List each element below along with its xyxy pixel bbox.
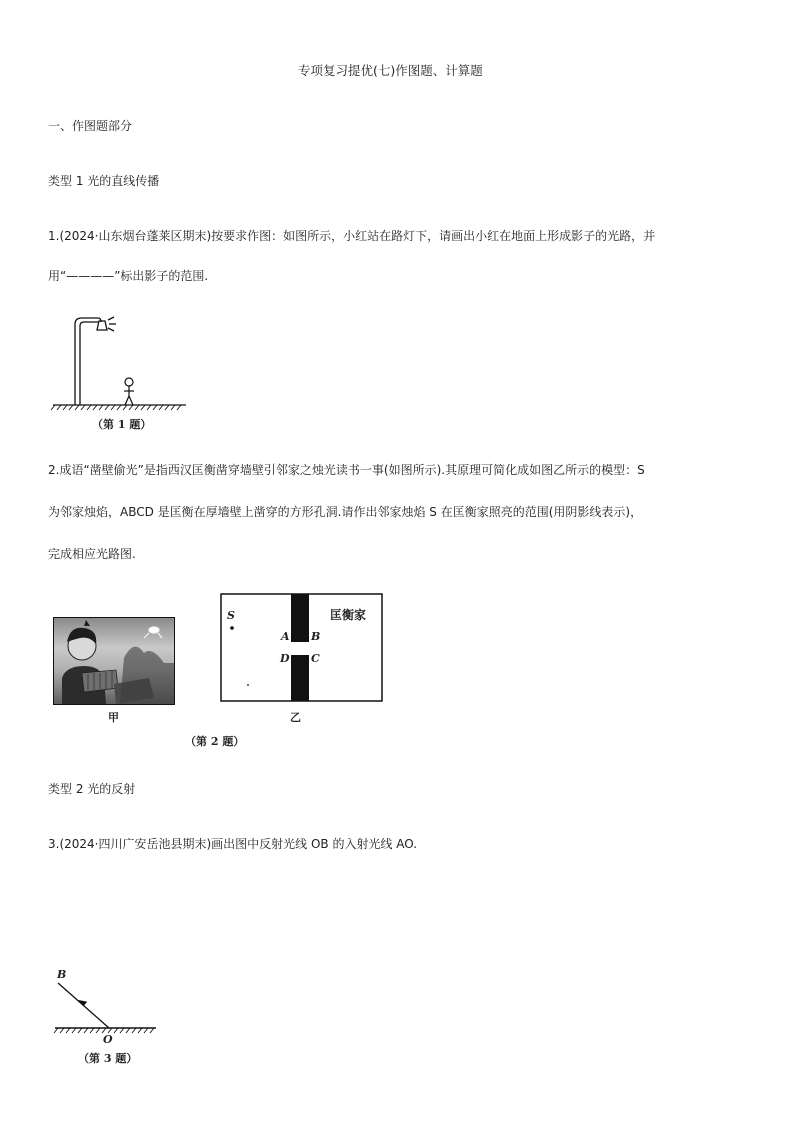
q1-text-line2: 用“————”标出影子的范围.	[48, 269, 209, 283]
q3-figure	[50, 970, 170, 1040]
q2-caption: （第 2 题）	[185, 735, 245, 748]
label-b: B	[311, 630, 321, 643]
q2-text-line2: 为邻家烛焰，ABCD 是匡衡在厚墙壁上凿穿的方形孔洞.请作出邻家烛焰 S 在匡衡家照亮的范围(用阴影线表示)，	[48, 505, 643, 519]
q1-text-line1: 1.(2024·山东烟台蓬莱区期末)按要求作图：如图所示，小红站在路灯下，请画出小红在地面上形成影子的光路，并	[48, 229, 656, 243]
hole-light-icon	[144, 627, 162, 638]
q1-figure	[48, 312, 188, 412]
label-d: D	[280, 652, 290, 665]
wall-lower	[291, 655, 309, 701]
figure-jia-illustration	[53, 617, 175, 705]
type-heading-2: 类型 2 光的反射	[48, 782, 136, 796]
figure-yi-label: 乙	[290, 711, 301, 724]
q2-text-line3: 完成相应光路图.	[48, 547, 136, 561]
q1-caption: （第 1 题）	[92, 418, 152, 431]
label-kuangheng-home: 匡衡家	[330, 608, 367, 622]
label-a: A	[281, 630, 290, 643]
type-heading-1: 类型 1 光的直线传播	[48, 174, 160, 188]
girl-figure-icon	[124, 378, 134, 405]
candle-point-s	[230, 626, 234, 630]
figure-jia-label: 甲	[108, 711, 119, 724]
wall-upper	[291, 594, 309, 642]
q3-text-line1: 3.(2024·四川广安岳池县期末)画出图中反射光线 OB 的入射光线 AO.	[48, 837, 418, 851]
label-s: S	[227, 609, 235, 622]
label-o: O	[103, 1033, 113, 1046]
label-c: C	[311, 652, 320, 665]
q3-caption: （第 3 题）	[78, 1052, 138, 1065]
section-heading: 一、作图题部分	[48, 119, 133, 133]
street-lamp-icon	[75, 317, 116, 405]
ground-line	[51, 405, 186, 410]
page-title: 专项复习提优(七)作图题、计算题	[298, 63, 483, 78]
stray-dot	[247, 684, 249, 686]
q2-text-line1: 2.成语“凿壁偷光”是指西汉匡衡凿穿墙壁引邻家之烛光读书一事(如图所示).其原理可简化成如图乙所示的模型：S	[48, 463, 645, 477]
label-b-q3: B	[57, 968, 67, 981]
